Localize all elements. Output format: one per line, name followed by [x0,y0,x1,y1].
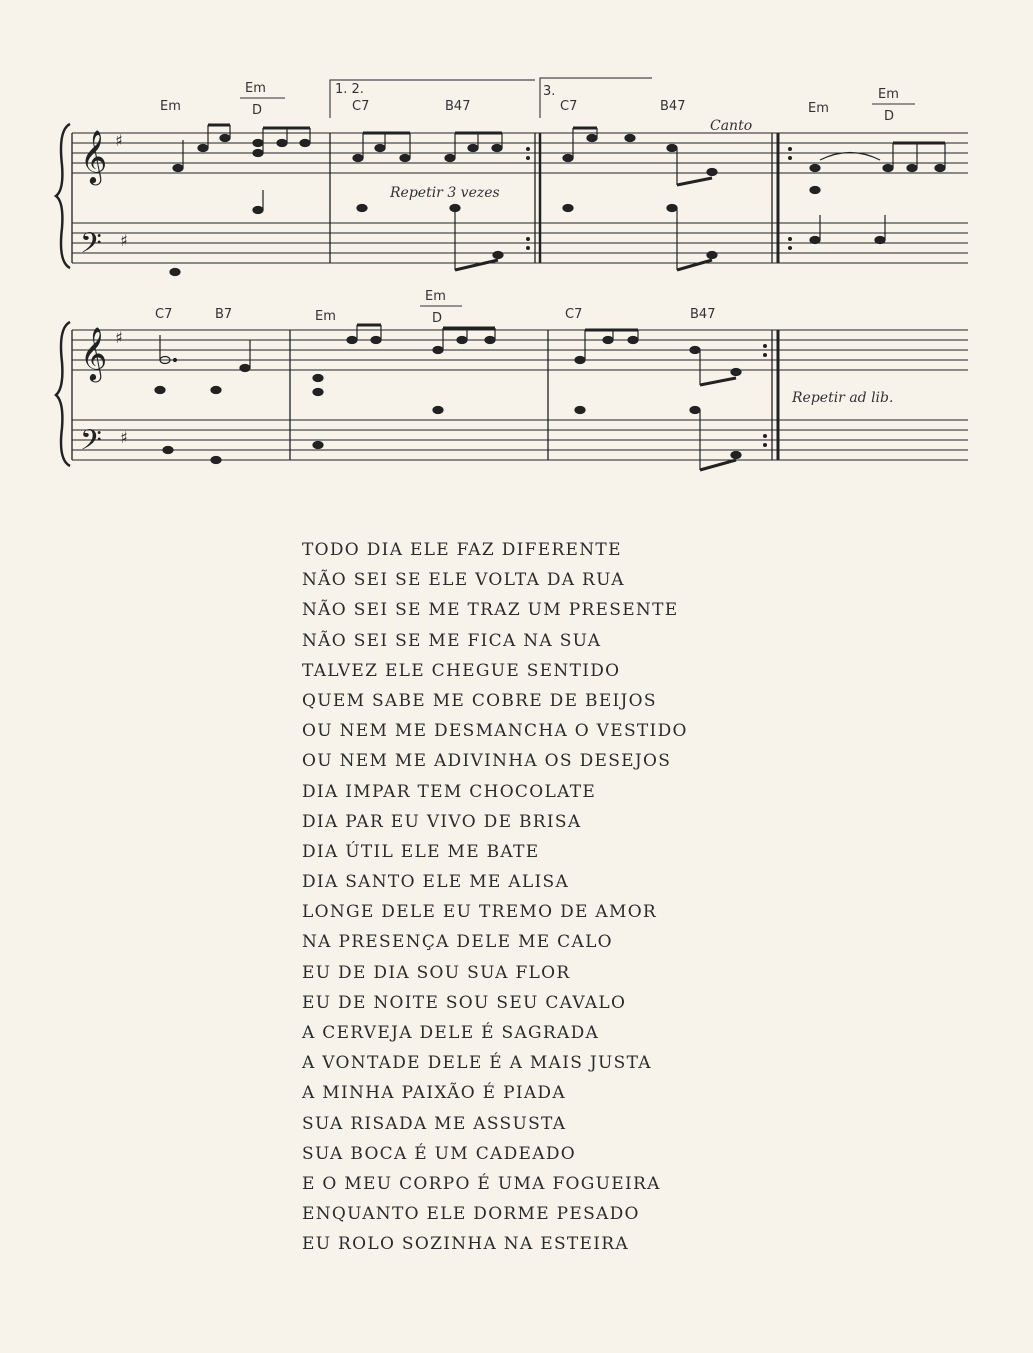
annotation-repeat-ad-lib: Repetir ad lib. [792,390,894,406]
lyric-line: OU NEM ME DESMANCHA O VESTIDO [302,721,688,742]
lyric-line: SUA BOCA É UM CADEADO [302,1143,576,1164]
lyric-line: OU NEM ME ADIVINHA OS DESEJOS [302,751,672,772]
lyric-line: DIA IMPAR TEM CHOCOLATE [302,781,597,802]
bass-clef-icon: 𝄢 [80,227,102,267]
volta-bracket-3 [540,78,652,118]
treble-clef-icon: 𝄞 [80,129,108,183]
system-2-treble-staff [72,330,968,370]
key-signature-sharp-icon: ♯ [120,428,128,447]
chord-symbol: Em [160,99,181,114]
lyric-line: LONGE DELE EU TREMO DE AMOR [302,902,658,923]
system-1-treble-staff [72,133,968,173]
lyric-line: DIA ÚTIL ELE ME BATE [302,841,540,862]
lyric-line: SUA RISADA ME ASSUSTA [302,1113,567,1134]
lyric-line: EU DE DIA SOU SUA FLOR [302,962,571,983]
chord-symbol-numerator: Em [425,289,446,304]
lyric-line: DIA PAR EU VIVO DE BRISA [302,811,582,832]
key-signature-sharp-icon: ♯ [115,131,123,150]
system-1-bass-staff [72,223,968,263]
system-2-bass-staff [72,420,968,460]
chord-symbol: B47 [445,99,471,114]
bass-clef-icon: 𝄢 [80,424,102,464]
chord-symbol: B47 [690,307,716,322]
treble-clef-icon: 𝄞 [80,326,108,380]
lyric-line: NÃO SEI SE ELE VOLTA DA RUA [302,570,625,591]
lyric-line: QUEM SABE ME COBRE DE BEIJOS [302,690,657,711]
lyric-line: A VONTADE DELE É A MAIS JUSTA [302,1053,652,1074]
lyric-line: TALVEZ ELE CHEGUE SENTIDO [302,660,621,681]
chord-symbol: C7 [560,99,578,114]
lyric-line: ENQUANTO ELE DORME PESADO [302,1204,640,1225]
chord-symbol: C7 [155,307,173,322]
chord-symbol-denominator: D [884,109,895,124]
system-1 [56,78,968,276]
lyric-line: E O MEU CORPO É UMA FOGUEIRA [302,1173,661,1194]
chord-symbol: B7 [215,307,233,322]
lyrics-block [302,535,688,1260]
lyric-line: NÃO SEI SE ME TRAZ UM PRESENTE [302,600,679,621]
lyric-line: DIA SANTO ELE ME ALISA [302,872,570,893]
chord-symbol: C7 [565,307,583,322]
lyric-line: EU DE NOITE SOU SEU CAVALO [302,992,627,1013]
sheet-music-score [0,0,1033,500]
chord-symbol: C7 [352,99,370,114]
lyric-line: TODO DIA ELE FAZ DIFERENTE [302,540,622,560]
lyric-line: NA PRESENÇA DELE ME CALO [302,932,613,953]
annotation-repeat-3-times: Repetir 3 vezes [390,185,500,201]
system-2-notes [155,325,741,470]
chord-symbol-numerator: Em [245,81,266,96]
volta-label-1-2: 1. 2. [335,82,364,97]
chord-symbol: Em [315,309,336,324]
lyric-line: A CERVEJA DELE É SAGRADA [302,1023,600,1043]
key-signature-sharp-icon: ♯ [120,231,128,250]
lyric-line: NÃO SEI SE ME FICA NA SUA [302,630,602,651]
chord-symbol: B47 [660,99,686,114]
chord-symbol-numerator: Em [878,87,899,102]
volta-label-3: 3. [543,84,556,99]
lyric-line: A MINHA PAIXÃO É PIADA [302,1083,566,1104]
annotation-canto: Canto [710,118,753,134]
lyric-line: EU ROLO SOZINHA NA ESTEIRA [302,1234,629,1255]
system-2-brace [56,322,70,466]
chord-symbol-denominator: D [252,103,263,118]
key-signature-sharp-icon: ♯ [115,328,123,347]
chord-symbol-denominator: D [432,311,443,326]
system-2-repeat-dots [763,344,767,447]
system-1-brace [56,124,70,268]
system-1-repeat-dots [526,147,792,250]
chord-symbol: Em [808,101,829,116]
